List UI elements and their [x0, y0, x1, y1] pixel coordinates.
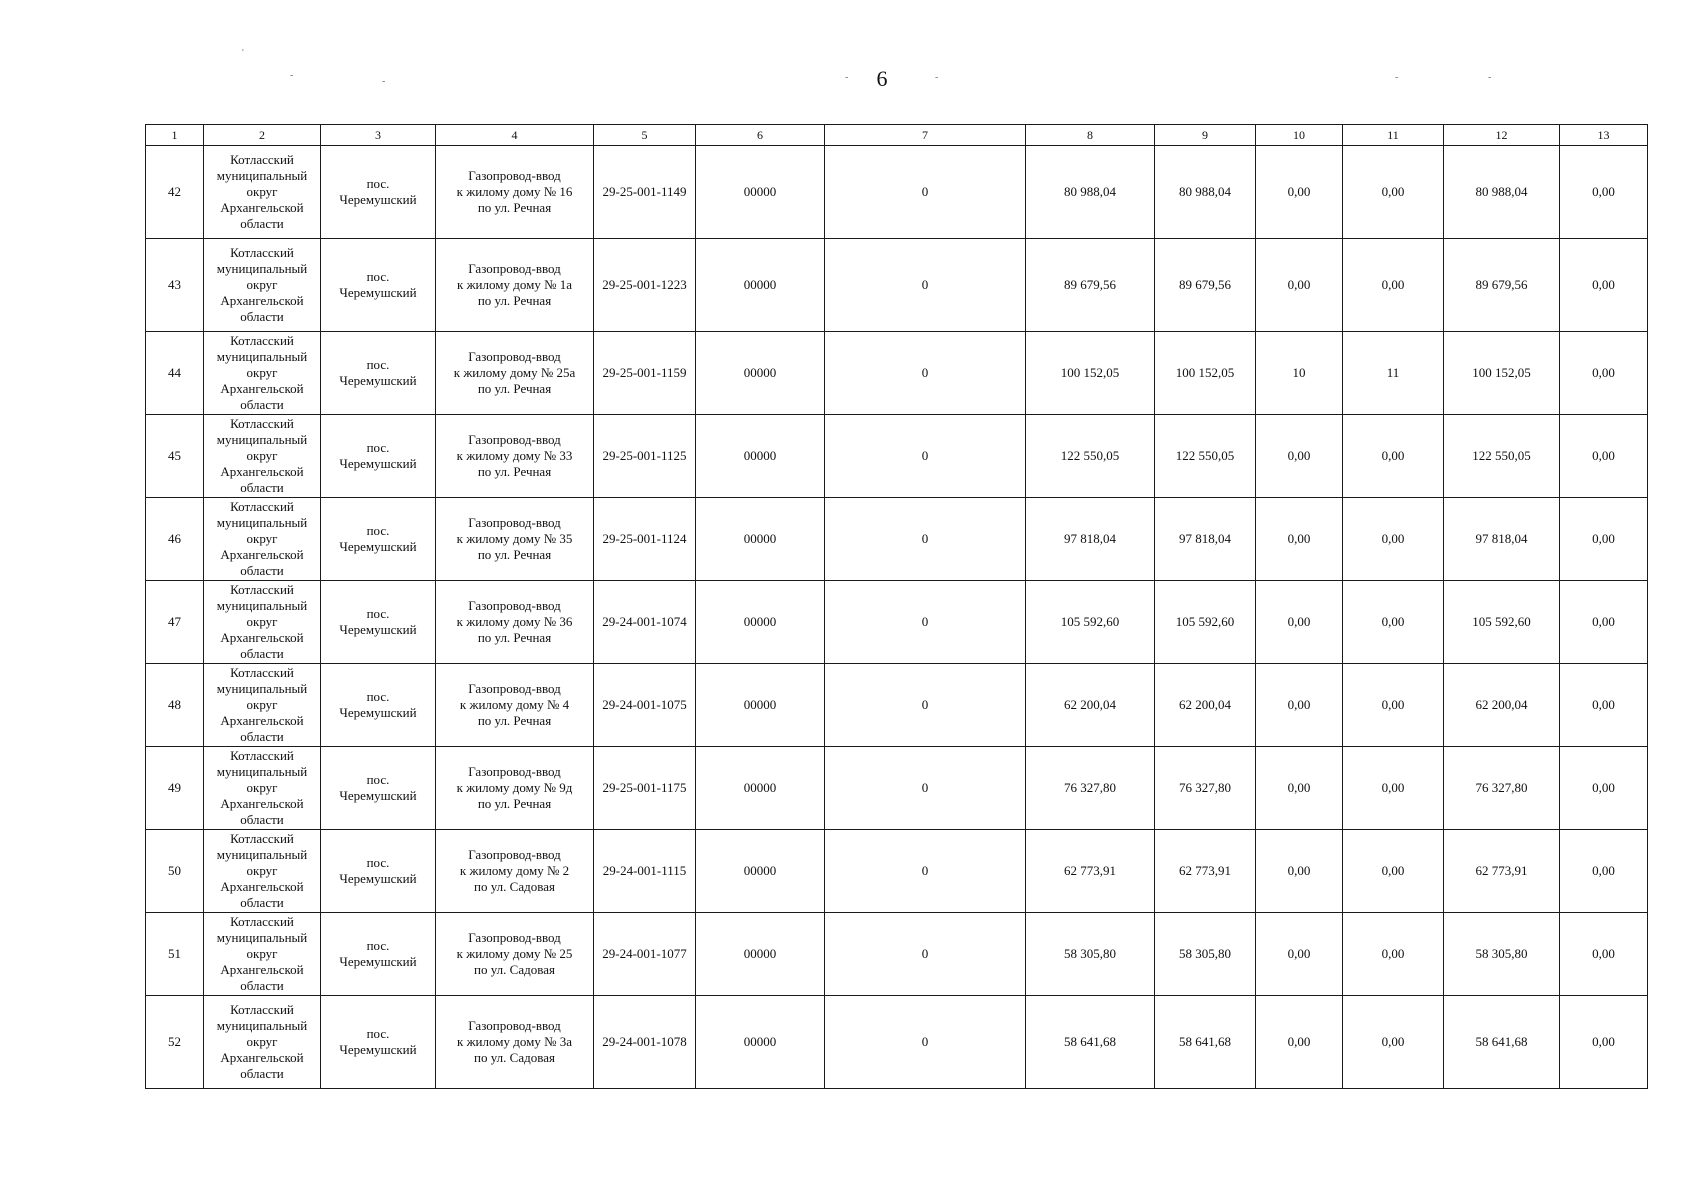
- municipality-line: Архангельской: [220, 879, 304, 894]
- row-number-cell: 52: [146, 996, 204, 1089]
- amount-col8-cell: 62 200,04: [1026, 664, 1155, 747]
- amount-col8-cell: 58 641,68: [1026, 996, 1155, 1089]
- object-name-line: к жилому дому № 36: [456, 614, 573, 629]
- amount-col11-cell: 0,00: [1343, 146, 1444, 239]
- row-number-cell: 51: [146, 913, 204, 996]
- table-row: [146, 581, 1648, 664]
- value-col7-cell: 0: [825, 664, 1026, 747]
- municipality-line: области: [240, 563, 284, 578]
- amount-col12-cell: 80 988,04: [1444, 146, 1560, 239]
- amount-col13-cell: 0,00: [1560, 664, 1648, 747]
- scan-speck: -: [1488, 72, 1492, 83]
- table-row: [146, 996, 1648, 1089]
- municipality-line: Архангельской: [220, 962, 304, 977]
- amount-col9-cell: 58 305,80: [1155, 913, 1256, 996]
- amount-col12-cell: 76 327,80: [1444, 747, 1560, 830]
- code-cell: 00000: [696, 146, 825, 239]
- amount-col12-cell: 58 305,80: [1444, 913, 1560, 996]
- municipality-line: округ: [246, 448, 278, 463]
- column-number: 4: [436, 125, 594, 146]
- cadastral-number-cell: 29-25-001-1159: [594, 332, 696, 415]
- row-number-cell: 49: [146, 747, 204, 830]
- amount-col9-cell: 62 200,04: [1155, 664, 1256, 747]
- amount-col13-cell: 0,00: [1560, 332, 1648, 415]
- municipality-cell: [204, 146, 321, 239]
- municipality-line: округ: [246, 863, 278, 878]
- row-number-cell: 46: [146, 498, 204, 581]
- municipality-line: Котласский: [230, 416, 294, 431]
- municipality-line: области: [240, 978, 284, 993]
- municipality-cell: [204, 332, 321, 415]
- amount-col9-cell: 62 773,91: [1155, 830, 1256, 913]
- object-name-line: к жилому дому № 1а: [457, 277, 572, 292]
- column-number: 10: [1256, 125, 1343, 146]
- amount-col12-cell: 105 592,60: [1444, 581, 1560, 664]
- column-number: 3: [321, 125, 436, 146]
- object-name-line: к жилому дому № 3а: [457, 1034, 572, 1049]
- settlement-line: пос.: [366, 1026, 390, 1041]
- municipality-line: муниципальный: [216, 515, 308, 530]
- amount-col11-cell: 0,00: [1343, 830, 1444, 913]
- municipality-cell: [204, 747, 321, 830]
- municipality-line: Котласский: [230, 748, 294, 763]
- object-name-cell: [436, 830, 594, 913]
- settlement-cell: [321, 996, 436, 1089]
- cadastral-number-cell: 29-24-001-1115: [594, 830, 696, 913]
- object-name-line: к жилому дому № 25: [456, 946, 573, 961]
- object-name-cell: [436, 747, 594, 830]
- municipality-line: муниципальный: [216, 261, 308, 276]
- municipality-line: Архангельской: [220, 713, 304, 728]
- code-cell: 00000: [696, 913, 825, 996]
- municipality-line: Котласский: [230, 499, 294, 514]
- column-number: 8: [1026, 125, 1155, 146]
- municipality-line: Котласский: [230, 831, 294, 846]
- cadastral-number-cell: 29-25-001-1125: [594, 415, 696, 498]
- municipality-line: Архангельской: [220, 293, 304, 308]
- settlement-cell: [321, 913, 436, 996]
- row-number-cell: 44: [146, 332, 204, 415]
- settlement-line: Черемушский: [339, 954, 417, 969]
- municipality-cell: [204, 498, 321, 581]
- object-name-line: по ул. Речная: [477, 630, 552, 645]
- amount-col9-cell: 105 592,60: [1155, 581, 1256, 664]
- object-name-line: по ул. Садовая: [474, 879, 555, 894]
- object-name-line: по ул. Речная: [477, 713, 552, 728]
- settlement-line: пос.: [366, 938, 390, 953]
- municipality-cell: [204, 996, 321, 1089]
- scan-speck: -: [845, 72, 849, 83]
- object-name-cell: [436, 239, 594, 332]
- amount-col8-cell: 105 592,60: [1026, 581, 1155, 664]
- table-row: [146, 239, 1648, 332]
- municipality-line: Архангельской: [220, 464, 304, 479]
- amount-col13-cell: 0,00: [1560, 830, 1648, 913]
- municipality-line: Котласский: [230, 914, 294, 929]
- amount-col13-cell: 0,00: [1560, 747, 1648, 830]
- municipality-cell: [204, 664, 321, 747]
- table-row: [146, 664, 1648, 747]
- amount-col12-cell: 62 773,91: [1444, 830, 1560, 913]
- municipality-line: округ: [246, 277, 278, 292]
- amount-col11-cell: 0,00: [1343, 581, 1444, 664]
- value-col7-cell: 0: [825, 996, 1026, 1089]
- amount-col11-cell: 0,00: [1343, 913, 1444, 996]
- cadastral-number-cell: 29-24-001-1078: [594, 996, 696, 1089]
- municipality-cell: [204, 239, 321, 332]
- municipality-line: области: [240, 309, 284, 324]
- amount-col9-cell: 122 550,05: [1155, 415, 1256, 498]
- object-name-line: Газопровод-ввод: [468, 432, 561, 447]
- amount-col10-cell: 0,00: [1256, 239, 1343, 332]
- table-row: [146, 146, 1648, 239]
- amount-col8-cell: 62 773,91: [1026, 830, 1155, 913]
- amount-col10-cell: 0,00: [1256, 415, 1343, 498]
- table-row: [146, 415, 1648, 498]
- amount-col11-cell: 0,00: [1343, 747, 1444, 830]
- object-name-line: Газопровод-ввод: [468, 349, 561, 364]
- settlement-line: пос.: [366, 176, 390, 191]
- object-name-cell: [436, 913, 594, 996]
- amount-col13-cell: 0,00: [1560, 498, 1648, 581]
- table-row: [146, 747, 1648, 830]
- object-name-line: по ул. Речная: [477, 293, 552, 308]
- scan-speck: -: [935, 72, 939, 83]
- object-name-line: к жилому дому № 35: [456, 531, 573, 546]
- settlement-line: Черемушский: [339, 192, 417, 207]
- municipality-line: Архангельской: [220, 796, 304, 811]
- cadastral-number-cell: 29-25-001-1175: [594, 747, 696, 830]
- municipality-line: муниципальный: [216, 847, 308, 862]
- municipality-cell: [204, 415, 321, 498]
- municipality-cell: [204, 913, 321, 996]
- settlement-line: Черемушский: [339, 705, 417, 720]
- column-number: 13: [1560, 125, 1648, 146]
- column-number: 5: [594, 125, 696, 146]
- amount-col13-cell: 0,00: [1560, 581, 1648, 664]
- municipality-line: области: [240, 895, 284, 910]
- code-cell: 00000: [696, 498, 825, 581]
- object-name-line: к жилому дому № 33: [456, 448, 573, 463]
- object-name-line: по ул. Речная: [477, 381, 552, 396]
- object-name-line: Газопровод-ввод: [468, 598, 561, 613]
- amount-col10-cell: 0,00: [1256, 146, 1343, 239]
- municipality-line: муниципальный: [216, 168, 308, 183]
- amount-col12-cell: 100 152,05: [1444, 332, 1560, 415]
- scan-speck: ': [242, 48, 244, 59]
- value-col7-cell: 0: [825, 332, 1026, 415]
- value-col7-cell: 0: [825, 146, 1026, 239]
- value-col7-cell: 0: [825, 415, 1026, 498]
- settlement-cell: [321, 415, 436, 498]
- settlement-cell: [321, 581, 436, 664]
- object-name-line: по ул. Садовая: [474, 962, 555, 977]
- amount-col13-cell: 0,00: [1560, 146, 1648, 239]
- object-name-line: к жилому дому № 2: [459, 863, 570, 878]
- object-name-cell: [436, 996, 594, 1089]
- settlement-cell: [321, 747, 436, 830]
- object-name-line: Газопровод-ввод: [468, 515, 561, 530]
- object-name-line: к жилому дому № 9д: [456, 780, 573, 795]
- object-name-line: по ул. Речная: [477, 796, 552, 811]
- amount-col10-cell: 0,00: [1256, 664, 1343, 747]
- cadastral-number-cell: 29-24-001-1074: [594, 581, 696, 664]
- object-name-line: к жилому дому № 25а: [453, 365, 576, 380]
- amount-col8-cell: 80 988,04: [1026, 146, 1155, 239]
- column-number-row: [146, 125, 1648, 146]
- municipality-line: Архангельской: [220, 547, 304, 562]
- object-name-line: Газопровод-ввод: [468, 847, 561, 862]
- amount-col11-cell: 0,00: [1343, 415, 1444, 498]
- amount-col8-cell: 122 550,05: [1026, 415, 1155, 498]
- value-col7-cell: 0: [825, 239, 1026, 332]
- object-name-line: по ул. Речная: [477, 547, 552, 562]
- municipality-line: округ: [246, 946, 278, 961]
- scan-speck: -: [290, 70, 294, 81]
- object-name-cell: [436, 664, 594, 747]
- amount-col8-cell: 89 679,56: [1026, 239, 1155, 332]
- object-name-line: к жилому дому № 16: [456, 184, 573, 199]
- settlement-cell: [321, 830, 436, 913]
- object-name-cell: [436, 415, 594, 498]
- settlement-line: пос.: [366, 523, 390, 538]
- municipality-line: области: [240, 397, 284, 412]
- settlement-line: пос.: [366, 689, 390, 704]
- row-number-cell: 43: [146, 239, 204, 332]
- cadastral-number-cell: 29-25-001-1124: [594, 498, 696, 581]
- amount-col10-cell: 0,00: [1256, 913, 1343, 996]
- object-name-line: по ул. Речная: [477, 200, 552, 215]
- page-number: 6: [876, 66, 888, 91]
- row-number-cell: 48: [146, 664, 204, 747]
- municipality-line: муниципальный: [216, 930, 308, 945]
- object-name-line: Газопровод-ввод: [468, 764, 561, 779]
- table-row: [146, 830, 1648, 913]
- amount-col10-cell: 0,00: [1256, 747, 1343, 830]
- municipality-line: округ: [246, 697, 278, 712]
- scan-speck: -: [382, 76, 386, 87]
- column-number: 1: [146, 125, 204, 146]
- value-col7-cell: 0: [825, 747, 1026, 830]
- amount-col12-cell: 97 818,04: [1444, 498, 1560, 581]
- amount-col11-cell: 0,00: [1343, 239, 1444, 332]
- settlement-line: пос.: [366, 269, 390, 284]
- value-col7-cell: 0: [825, 498, 1026, 581]
- amount-col12-cell: 58 641,68: [1444, 996, 1560, 1089]
- column-number: 2: [204, 125, 321, 146]
- settlement-line: Черемушский: [339, 539, 417, 554]
- settlement-cell: [321, 146, 436, 239]
- object-name-line: Газопровод-ввод: [468, 1018, 561, 1033]
- municipality-line: муниципальный: [216, 764, 308, 779]
- municipality-line: Архангельской: [220, 630, 304, 645]
- object-name-line: Газопровод-ввод: [468, 681, 561, 696]
- code-cell: 00000: [696, 415, 825, 498]
- amount-col9-cell: 58 641,68: [1155, 996, 1256, 1089]
- object-name-cell: [436, 498, 594, 581]
- object-name-cell: [436, 332, 594, 415]
- municipality-line: Архангельской: [220, 1050, 304, 1065]
- municipality-cell: [204, 830, 321, 913]
- row-number-cell: 42: [146, 146, 204, 239]
- settlement-line: пос.: [366, 606, 390, 621]
- municipality-line: округ: [246, 614, 278, 629]
- municipality-line: Котласский: [230, 245, 294, 260]
- municipality-line: Котласский: [230, 582, 294, 597]
- code-cell: 00000: [696, 830, 825, 913]
- municipality-line: области: [240, 1066, 284, 1081]
- municipality-line: округ: [246, 365, 278, 380]
- municipality-line: муниципальный: [216, 598, 308, 613]
- amount-col13-cell: 0,00: [1560, 239, 1648, 332]
- amount-col9-cell: 100 152,05: [1155, 332, 1256, 415]
- municipality-line: Котласский: [230, 333, 294, 348]
- municipality-line: округ: [246, 780, 278, 795]
- amount-col10-cell: 10: [1256, 332, 1343, 415]
- object-name-line: Газопровод-ввод: [468, 930, 561, 945]
- code-cell: 00000: [696, 239, 825, 332]
- amount-col10-cell: 0,00: [1256, 498, 1343, 581]
- municipality-line: Архангельской: [220, 381, 304, 396]
- code-cell: 00000: [696, 996, 825, 1089]
- object-name-line: Газопровод-ввод: [468, 168, 561, 183]
- settlement-line: пос.: [366, 440, 390, 455]
- table-row: [146, 498, 1648, 581]
- amount-col9-cell: 97 818,04: [1155, 498, 1256, 581]
- settlement-line: пос.: [366, 855, 390, 870]
- municipality-line: Котласский: [230, 152, 294, 167]
- settlement-line: Черемушский: [339, 1042, 417, 1057]
- amount-col8-cell: 76 327,80: [1026, 747, 1155, 830]
- amount-col9-cell: 89 679,56: [1155, 239, 1256, 332]
- code-cell: 00000: [696, 332, 825, 415]
- code-cell: 00000: [696, 581, 825, 664]
- settlement-line: Черемушский: [339, 285, 417, 300]
- amount-col8-cell: 58 305,80: [1026, 913, 1155, 996]
- municipality-line: округ: [246, 184, 278, 199]
- amount-col13-cell: 0,00: [1560, 996, 1648, 1089]
- scan-speck: -: [1395, 72, 1399, 83]
- code-cell: 00000: [696, 664, 825, 747]
- settlement-cell: [321, 664, 436, 747]
- row-number-cell: 45: [146, 415, 204, 498]
- municipality-line: муниципальный: [216, 681, 308, 696]
- value-col7-cell: 0: [825, 581, 1026, 664]
- amount-col12-cell: 122 550,05: [1444, 415, 1560, 498]
- amount-col12-cell: 89 679,56: [1444, 239, 1560, 332]
- amount-col13-cell: 0,00: [1560, 415, 1648, 498]
- municipality-line: Котласский: [230, 665, 294, 680]
- municipality-line: области: [240, 646, 284, 661]
- object-name-cell: [436, 581, 594, 664]
- value-col7-cell: 0: [825, 830, 1026, 913]
- column-number: 12: [1444, 125, 1560, 146]
- code-cell: 00000: [696, 747, 825, 830]
- municipality-line: муниципальный: [216, 432, 308, 447]
- amount-col10-cell: 0,00: [1256, 830, 1343, 913]
- municipality-cell: [204, 581, 321, 664]
- settlement-line: пос.: [366, 772, 390, 787]
- settlement-line: Черемушский: [339, 788, 417, 803]
- amount-col11-cell: 0,00: [1343, 664, 1444, 747]
- municipality-line: области: [240, 216, 284, 231]
- amount-col10-cell: 0,00: [1256, 996, 1343, 1089]
- municipality-line: Архангельской: [220, 200, 304, 215]
- settlement-line: пос.: [366, 357, 390, 372]
- table-row: [146, 332, 1648, 415]
- settlement-line: Черемушский: [339, 456, 417, 471]
- settlement-cell: [321, 332, 436, 415]
- municipality-line: муниципальный: [216, 1018, 308, 1033]
- row-number-cell: 50: [146, 830, 204, 913]
- settlement-cell: [321, 239, 436, 332]
- amount-col9-cell: 80 988,04: [1155, 146, 1256, 239]
- municipality-line: муниципальный: [216, 349, 308, 364]
- cadastral-number-cell: 29-24-001-1077: [594, 913, 696, 996]
- municipality-line: округ: [246, 1034, 278, 1049]
- amount-col8-cell: 97 818,04: [1026, 498, 1155, 581]
- column-number: 11: [1343, 125, 1444, 146]
- municipality-line: Котласский: [230, 1002, 294, 1017]
- amount-col11-cell: 11: [1343, 332, 1444, 415]
- settlement-line: Черемушский: [339, 373, 417, 388]
- amount-col12-cell: 62 200,04: [1444, 664, 1560, 747]
- cadastral-number-cell: 29-25-001-1223: [594, 239, 696, 332]
- amount-col11-cell: 0,00: [1343, 498, 1444, 581]
- object-name-line: Газопровод-ввод: [468, 261, 561, 276]
- table-row: [146, 913, 1648, 996]
- amount-col10-cell: 0,00: [1256, 581, 1343, 664]
- object-name-line: к жилому дому № 4: [459, 697, 570, 712]
- column-number: 6: [696, 125, 825, 146]
- amount-col9-cell: 76 327,80: [1155, 747, 1256, 830]
- cadastral-number-cell: 29-25-001-1149: [594, 146, 696, 239]
- column-number: 9: [1155, 125, 1256, 146]
- object-name-line: по ул. Речная: [477, 464, 552, 479]
- municipality-line: области: [240, 480, 284, 495]
- settlement-cell: [321, 498, 436, 581]
- amount-col11-cell: 0,00: [1343, 996, 1444, 1089]
- municipality-line: области: [240, 812, 284, 827]
- cadastral-number-cell: 29-24-001-1075: [594, 664, 696, 747]
- registry-table: [145, 124, 1648, 1089]
- object-name-cell: [436, 146, 594, 239]
- settlement-line: Черемушский: [339, 871, 417, 886]
- value-col7-cell: 0: [825, 913, 1026, 996]
- settlement-line: Черемушский: [339, 622, 417, 637]
- object-name-line: по ул. Садовая: [474, 1050, 555, 1065]
- row-number-cell: 47: [146, 581, 204, 664]
- municipality-line: округ: [246, 531, 278, 546]
- column-number: 7: [825, 125, 1026, 146]
- amount-col8-cell: 100 152,05: [1026, 332, 1155, 415]
- amount-col13-cell: 0,00: [1560, 913, 1648, 996]
- municipality-line: области: [240, 729, 284, 744]
